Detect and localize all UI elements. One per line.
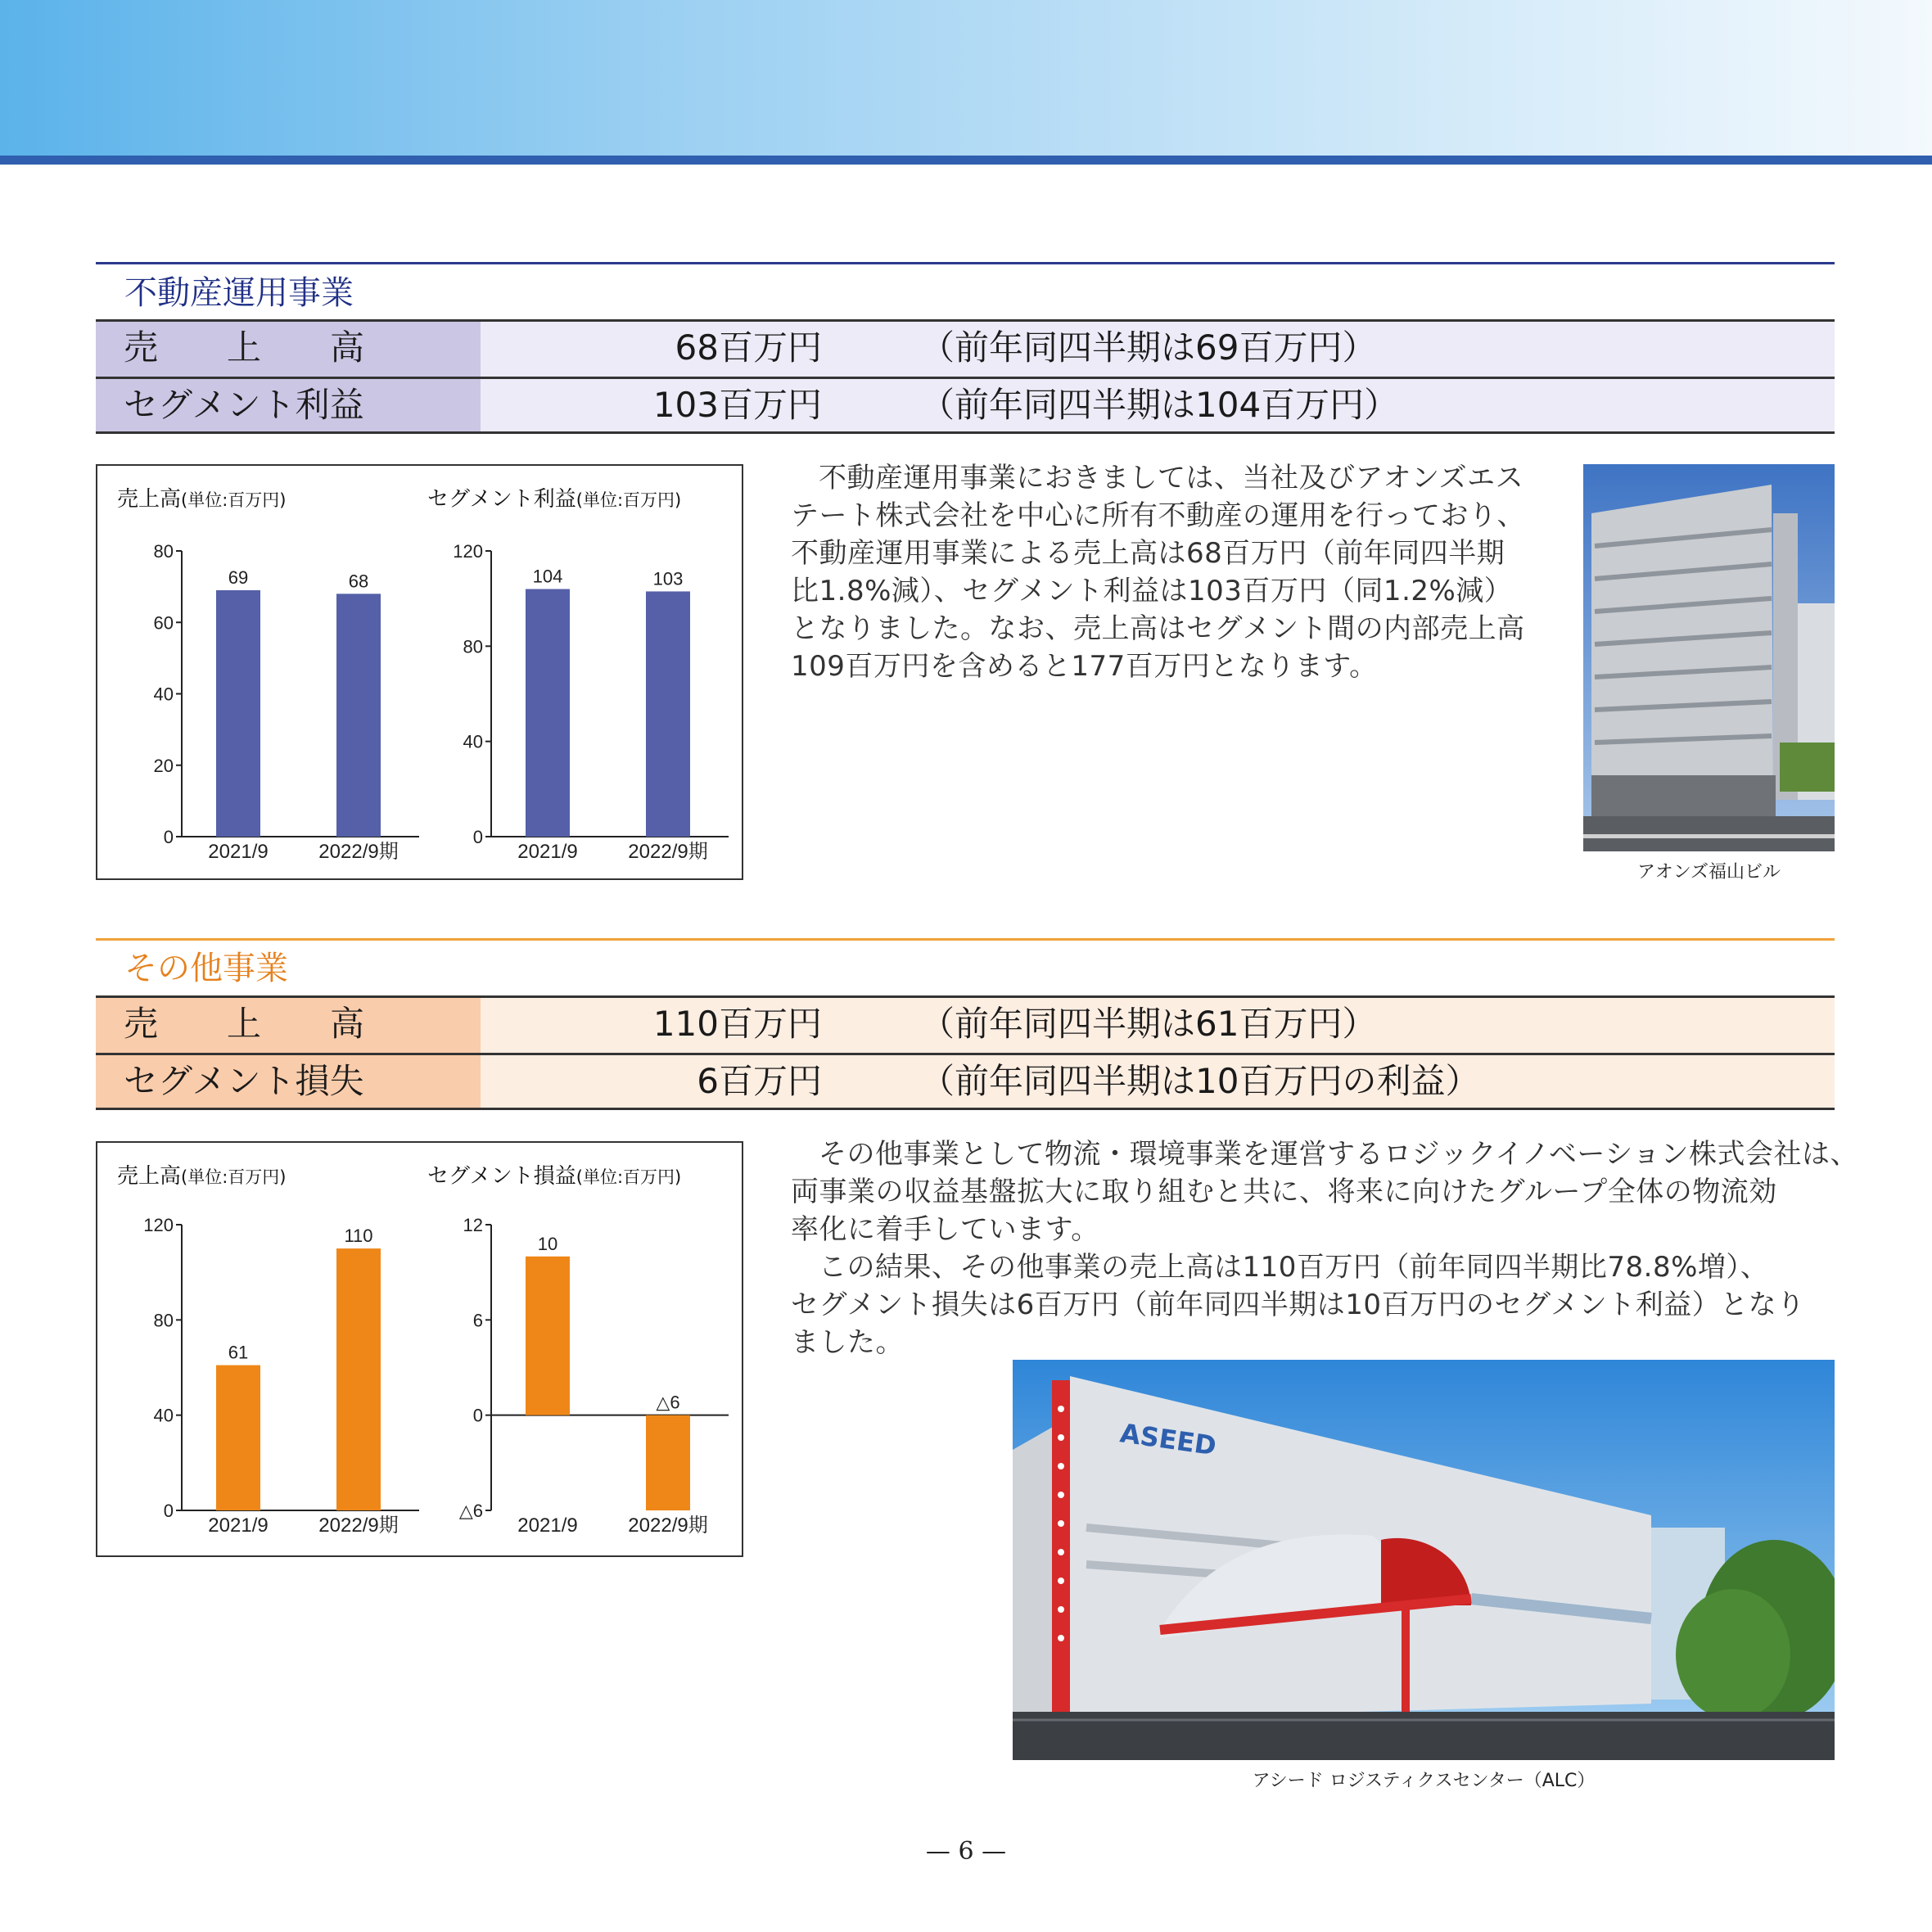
metric-label-sales: 売 上 高 <box>96 998 481 1053</box>
y-tick-label: 80 <box>153 1310 174 1331</box>
page-number: — 6 — <box>925 1837 1007 1866</box>
x-tick-label: 2022/9期 <box>318 1514 399 1537</box>
data-label: 104 <box>532 566 563 587</box>
metric-row-sales <box>96 319 1835 377</box>
y-tick-label: 80 <box>463 636 483 657</box>
metric-value-number: 68百万円 <box>675 327 822 368</box>
y-tick-label: 0 <box>472 827 483 847</box>
metric-value-sales <box>481 322 1835 377</box>
bar <box>336 594 381 837</box>
bar <box>646 591 690 837</box>
data-label: △6 <box>656 1392 680 1413</box>
photo-caption-other: アシード ロジスティクスセンター（ALC） <box>1252 1771 1596 1791</box>
data-label: 110 <box>344 1226 373 1247</box>
aseed-sign-text: ASEED <box>1117 1417 1219 1462</box>
y-tick-label: 12 <box>463 1215 483 1235</box>
bar <box>526 589 570 837</box>
chart-box-real-estate <box>96 464 743 880</box>
bar <box>526 1257 570 1415</box>
metric-value-number: 110百万円 <box>652 1004 822 1044</box>
y-tick-label: 60 <box>153 612 174 634</box>
y-tick-label: 0 <box>472 1405 483 1426</box>
x-tick-label: 2021/9 <box>517 841 578 863</box>
bar <box>216 590 260 837</box>
y-tick-label: 0 <box>163 1501 174 1521</box>
photo-caption-real-estate: アオンズ福山ビル <box>1636 862 1781 882</box>
metric-table-real-estate <box>96 319 1835 434</box>
header-rule <box>0 156 1932 165</box>
section-title-other: その他事業 <box>124 950 288 987</box>
metric-value-comparison: （前年同四半期は10百万円の利益） <box>920 1061 1480 1101</box>
chart-unit: (単位:百万円) <box>576 490 682 510</box>
chart-canvas-real-estate <box>97 466 742 878</box>
bar <box>216 1365 260 1510</box>
y-tick-label: 120 <box>453 541 483 562</box>
metric-row-sales <box>96 995 1835 1053</box>
y-tick-label: 120 <box>143 1215 174 1235</box>
data-label: 61 <box>228 1342 249 1363</box>
photo-aseed-logistics-center <box>1013 1360 1835 1760</box>
metric-value-comparison: （前年同四半期は61百万円） <box>920 1004 1377 1044</box>
metric-value-comparison: （前年同四半期は104百万円） <box>920 385 1399 425</box>
y-tick-label: 40 <box>153 1405 174 1426</box>
chart-title-text: 売上高 <box>117 1164 182 1189</box>
data-label: 69 <box>228 567 249 588</box>
x-tick-label: 2022/9期 <box>318 841 399 863</box>
y-tick-label: 40 <box>463 731 483 752</box>
metric-table-other <box>96 995 1835 1110</box>
x-tick-label: 2021/9 <box>208 841 269 863</box>
chart-unit: (単位:百万円) <box>181 1167 287 1187</box>
chart-unit: (単位:百万円) <box>181 490 287 510</box>
paragraph: その他事業として物流・環境事業を運営するロジックイノベーション株式会社は、 両事業の収益基盤拡大に取り組むと共に、将来に向けたグループ全体の物流効 率化に着手しています。 <box>791 1138 1859 1246</box>
y-tick-label: △6 <box>458 1501 483 1521</box>
photo-aons-fukuyama-building <box>1583 464 1835 851</box>
paragraph: 不動産運用事業におきましては、当社及びアオンズエス テート株式会社を中心に所有不動産の運用を行っており、 不動産運用事業による売上高は68百万円（前年同四半期 比1.8%減）、セグメント利益は103百万円（同1.2%減） となりました。なお、売上高はセグメント間の内部売上高 109百万円を含めると177百万円となります。 <box>791 462 1525 683</box>
paragraph: この結果、その他事業の売上高は110百万円（前年同四半期比78.8%増）、 セグメント損失は6百万円（前年同四半期は10百万円のセグメント利益）となり ました。 <box>791 1251 1805 1359</box>
x-tick-label: 2022/9期 <box>628 841 708 863</box>
metric-label-segment-profit: セグメント利益 <box>96 379 481 431</box>
body-text-real-estate <box>791 459 1525 685</box>
section-title-real-estate: 不動産運用事業 <box>124 274 354 312</box>
chart-title-text: 売上高 <box>117 487 182 512</box>
body-text-other <box>791 1135 1858 1361</box>
x-tick-label: 2021/9 <box>517 1514 578 1537</box>
bar <box>336 1248 381 1510</box>
metric-label-segment-loss: セグメント損失 <box>96 1055 481 1108</box>
x-tick-label: 2022/9期 <box>628 1514 708 1537</box>
data-label: 10 <box>537 1233 558 1254</box>
metric-row-segment-profit <box>96 377 1835 434</box>
y-tick-label: 0 <box>163 827 174 847</box>
metric-value-number: 6百万円 <box>697 1061 822 1101</box>
metric-value-segment-profit <box>481 379 1835 431</box>
header-band <box>0 0 1932 156</box>
y-tick-label: 20 <box>153 755 174 776</box>
y-tick-label: 6 <box>472 1310 483 1331</box>
chart-box-other <box>96 1141 743 1557</box>
metric-value-comparison: （前年同四半期は69百万円） <box>920 327 1377 368</box>
chart-title-text: セグメント損益 <box>427 1164 576 1189</box>
y-tick-label: 80 <box>153 541 174 562</box>
chart-unit: (単位:百万円) <box>576 1167 682 1187</box>
section-rule-real-estate <box>96 262 1835 264</box>
data-label: 103 <box>652 568 684 589</box>
metric-row-segment-loss <box>96 1053 1835 1110</box>
chart-title-text: セグメント利益 <box>427 487 576 512</box>
metric-label-sales: 売 上 高 <box>96 322 481 377</box>
section-rule-other <box>96 938 1835 941</box>
y-tick-label: 40 <box>153 684 174 705</box>
chart-canvas-other <box>97 1143 742 1555</box>
metric-value-segment-loss <box>481 1055 1835 1108</box>
metric-value-sales <box>481 998 1835 1053</box>
x-tick-label: 2021/9 <box>208 1514 269 1537</box>
metric-value-number: 103百万円 <box>652 385 822 425</box>
data-label: 68 <box>348 571 369 592</box>
bar <box>646 1415 690 1510</box>
